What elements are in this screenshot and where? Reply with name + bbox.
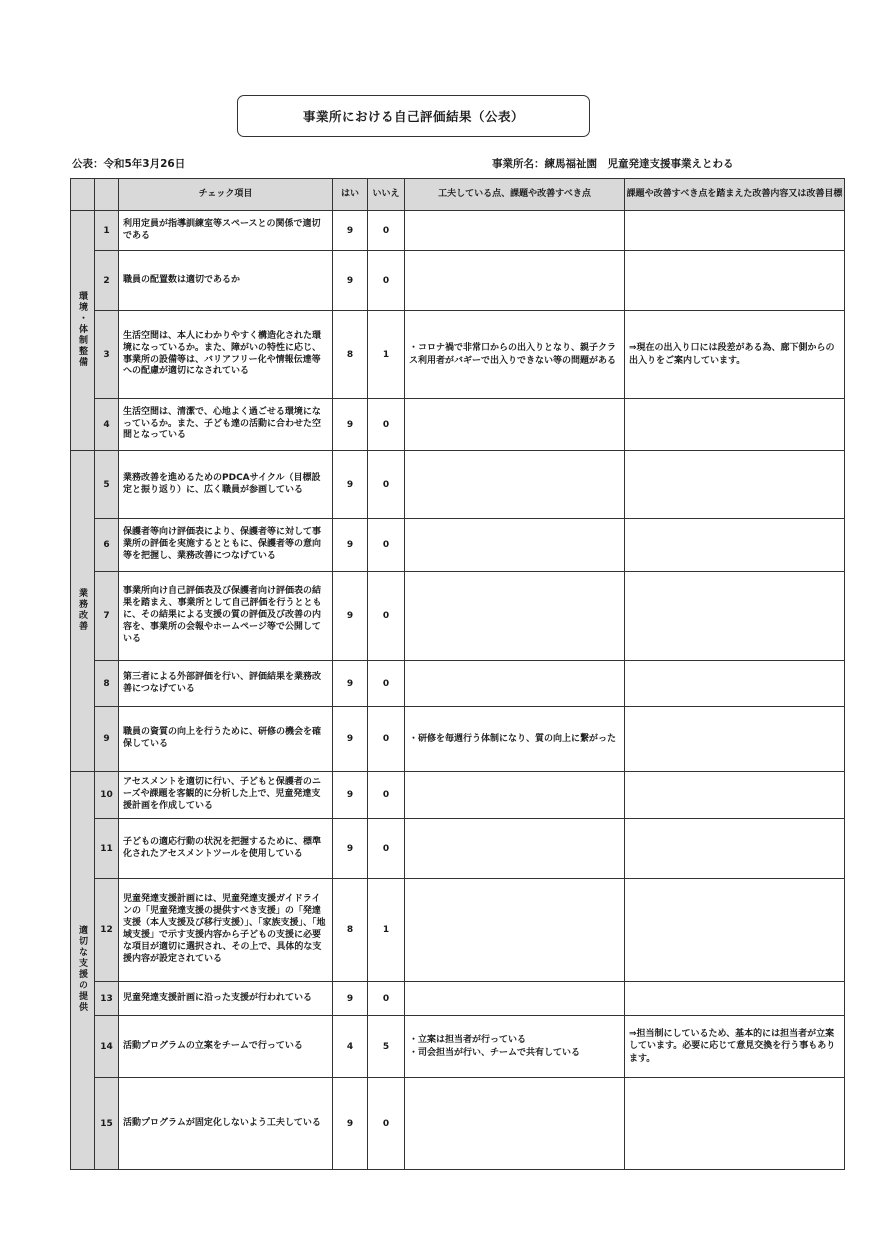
row-number: 7	[95, 572, 119, 661]
effort-notes	[405, 519, 625, 572]
check-item-text: 職員の配置数は適切であるか	[119, 251, 333, 311]
header-effort: 工夫している点、課題や改善すべき点	[405, 179, 625, 211]
publish-date: 公表：令和5年3月26日	[72, 158, 186, 170]
header-check-item: チェック項目	[119, 179, 333, 211]
check-item-text: 第三者による外部評価を行い、評価結果を業務改善につなげている	[119, 661, 333, 707]
effort-notes	[405, 211, 625, 251]
effort-notes	[405, 879, 625, 982]
no-count: 0	[368, 772, 405, 819]
table-row	[71, 982, 845, 1016]
yes-count: 9	[333, 251, 368, 311]
improvement-goal	[625, 399, 845, 451]
no-count: 0	[368, 572, 405, 661]
yes-count: 9	[333, 211, 368, 251]
table-row	[71, 819, 845, 879]
check-item-text: 職員の資質の向上を行うために、研修の機会を確保している	[119, 707, 333, 772]
table-body	[71, 211, 845, 1170]
check-item-text: 業務改善を進めるためのPDCAサイクル（目標設定と振り返り）に、広く職員が参画している	[119, 451, 333, 519]
effort-notes	[405, 819, 625, 879]
check-item-text: 児童発達支援計画に沿った支援が行われている	[119, 982, 333, 1016]
row-number: 12	[95, 879, 119, 982]
yes-count: 9	[333, 707, 368, 772]
row-number: 15	[95, 1078, 119, 1170]
category-cell	[71, 772, 95, 1170]
yes-count: 9	[333, 572, 368, 661]
category-cell	[71, 211, 95, 451]
check-item-text: 子どもの適応行動の状況を把握するために、標準化されたアセスメントツールを使用している	[119, 819, 333, 879]
category-label: 環境・体制整備	[77, 290, 87, 368]
improvement-goal	[625, 819, 845, 879]
check-item-text: 活動プログラムの立案をチームで行っている	[119, 1016, 333, 1078]
yes-count: 9	[333, 819, 368, 879]
no-count: 0	[368, 519, 405, 572]
table-row	[71, 1078, 845, 1170]
header-category-corner	[71, 179, 95, 211]
table-row	[71, 211, 845, 251]
improvement-goal	[625, 707, 845, 772]
improvement-goal	[625, 572, 845, 661]
row-number: 8	[95, 661, 119, 707]
improvement-goal	[625, 982, 845, 1016]
improvement-goal	[625, 879, 845, 982]
check-item-text: 利用定員が指導訓練室等スペースとの関係で適切である	[119, 211, 333, 251]
table-row	[71, 1016, 845, 1078]
improvement-goal	[625, 772, 845, 819]
row-number: 10	[95, 772, 119, 819]
table-row	[71, 311, 845, 399]
yes-count: 9	[333, 451, 368, 519]
yes-count: 9	[333, 982, 368, 1016]
row-number: 11	[95, 819, 119, 879]
check-item-text: 事業所向け自己評価表及び保護者向け評価表の結果を踏まえ、事業所として自己評価を行うとともに、その結果による支援の質の評価及び改善の内容を、事業所の会報やホームページ等で公開している	[119, 572, 333, 661]
row-number: 9	[95, 707, 119, 772]
no-count: 0	[368, 819, 405, 879]
no-count: 0	[368, 399, 405, 451]
effort-notes	[405, 661, 625, 707]
yes-count: 4	[333, 1016, 368, 1078]
row-number: 14	[95, 1016, 119, 1078]
yes-count: 8	[333, 311, 368, 399]
header-yes: はい	[333, 179, 368, 211]
check-item-text: 児童発達支援計画には、児童発達支援ガイドラインの「児童発達支援の提供すべき支援」の「発達支援（本人支援及び移行支援）」、「家族支援」、「地域支援」で示す支援内容から子どもの支援に必要な項目が適切に選択され、その上で、具体的な支援内容が設定されている	[119, 879, 333, 982]
row-number: 3	[95, 311, 119, 399]
check-item-text: アセスメントを適切に行い、子どもと保護者のニーズや課題を客観的に分析した上で、児童発達支援計画を作成している	[119, 772, 333, 819]
effort-notes	[405, 772, 625, 819]
table-header-row	[71, 179, 845, 211]
table-row	[71, 707, 845, 772]
improvement-goal: ⇒担当制にしているため、基本的には担当者が立案しています。必要に応じて意見交換を行う事もあります。	[625, 1016, 845, 1078]
no-count: 1	[368, 879, 405, 982]
improvement-goal	[625, 251, 845, 311]
yes-count: 9	[333, 661, 368, 707]
effort-notes	[405, 451, 625, 519]
no-count: 1	[368, 311, 405, 399]
improvement-goal	[625, 451, 845, 519]
check-item-text: 保護者等向け評価表により、保護者等に対して事業所の評価を実施するとともに、保護者等の意向等を把握し、業務改善につなげている	[119, 519, 333, 572]
no-count: 0	[368, 211, 405, 251]
header-number-corner	[95, 179, 119, 211]
evaluation-table	[70, 178, 845, 1170]
improvement-goal	[625, 211, 845, 251]
improvement-goal	[625, 661, 845, 707]
table-row	[71, 772, 845, 819]
improvement-goal	[625, 519, 845, 572]
yes-count: 9	[333, 772, 368, 819]
no-count: 0	[368, 251, 405, 311]
yes-count: 9	[333, 399, 368, 451]
effort-notes	[405, 251, 625, 311]
yes-count: 8	[333, 879, 368, 982]
row-number: 4	[95, 399, 119, 451]
improvement-goal	[625, 1078, 845, 1170]
row-number: 2	[95, 251, 119, 311]
check-item-text: 生活空間は、本人にわかりやすく構造化された環境になっているか。また、障がいの特性に応じ、事業所の設備等は、バリアフリー化や情報伝達等への配慮が適切になされている	[119, 311, 333, 399]
no-count: 0	[368, 982, 405, 1016]
table-row	[71, 879, 845, 982]
no-count: 0	[368, 661, 405, 707]
improvement-goal: ⇒現在の出入り口には段差がある為、廊下側からの出入りをご案内しています。	[625, 311, 845, 399]
table-row	[71, 251, 845, 311]
check-item-text: 生活空間は、清潔で、心地よく過ごせる環境になっているか。また、子ども達の活動に合わせた空間となっている	[119, 399, 333, 451]
no-count: 0	[368, 707, 405, 772]
effort-notes	[405, 1078, 625, 1170]
table-row	[71, 451, 845, 519]
row-number: 1	[95, 211, 119, 251]
category-label: 業務改善	[77, 587, 87, 632]
effort-notes: ・研修を毎週行う体制になり、質の向上に繋がった	[405, 707, 625, 772]
category-label: 適切な支援の提供	[77, 925, 87, 1013]
row-number: 13	[95, 982, 119, 1016]
effort-notes	[405, 399, 625, 451]
row-number: 6	[95, 519, 119, 572]
table-row	[71, 519, 845, 572]
check-item-text: 活動プログラムが固定化しないよう工夫している	[119, 1078, 333, 1170]
table-row	[71, 661, 845, 707]
effort-notes	[405, 982, 625, 1016]
row-number: 5	[95, 451, 119, 519]
no-count: 0	[368, 1078, 405, 1170]
no-count: 0	[368, 451, 405, 519]
table-row	[71, 572, 845, 661]
yes-count: 9	[333, 519, 368, 572]
header-no: いいえ	[368, 179, 405, 211]
effort-notes: ・コロナ禍で非常口からの出入りとなり、親子クラス利用者がバギーで出入りできない等の問題がある	[405, 311, 625, 399]
category-cell	[71, 451, 95, 772]
yes-count: 9	[333, 1078, 368, 1170]
no-count: 5	[368, 1016, 405, 1078]
table-row	[71, 399, 845, 451]
document-title: 事業所における自己評価結果（公表）	[237, 95, 590, 137]
office-name: 事業所名：練馬福祉園 児童発達支援事業えとわる	[492, 158, 734, 170]
effort-notes: ・立案は担当者が行っている ・司会担当が行い、チームで共有している	[405, 1016, 625, 1078]
effort-notes	[405, 572, 625, 661]
header-goal: 課題や改善すべき点を踏まえた改善内容又は改善目標	[625, 179, 845, 211]
